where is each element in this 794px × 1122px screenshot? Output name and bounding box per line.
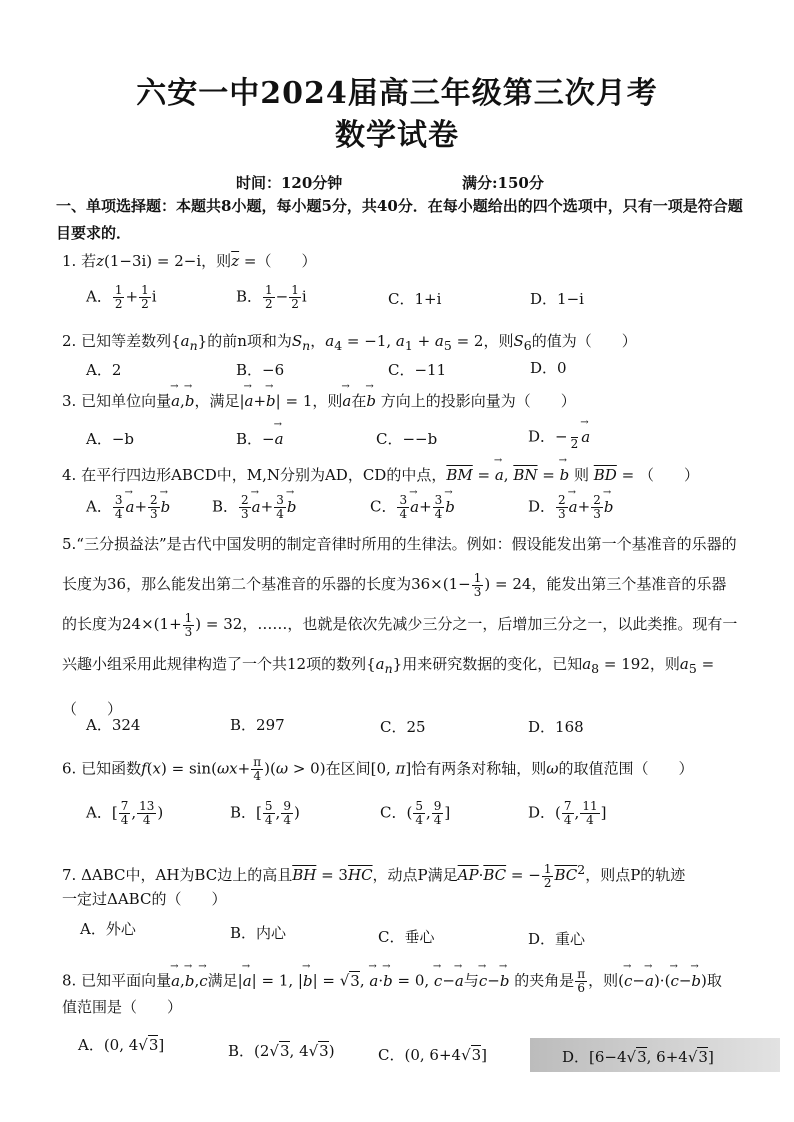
q7-option-d[interactable]: D．重心 [528,930,586,948]
exam-score: 满分:150分 [462,174,544,192]
question-4: 4. 在平行四边形ABCD中，M,N分别为AD，CD的中点，$\overline{BM}$ = → a, $\overline{BN}$ = → b 则 $\overline{BD}$ = （ ） [62,464,699,485]
exam-title: 六安一中2024届高三年级第三次月考 [136,76,658,111]
question-8: 8. 已知平面向量→ a,→ b,→ c满足|→ a| = 1, |→ b| = √3, → a·→ b = 0, → c−→ a与→ c−→ b 的夹角是 $\frac{\pi}{6}$ ，则(→ c−→ a)·(→ c−→ b)取 [62,968,722,995]
q1-option-a[interactable]: A． $\frac{1}{2}$ + $\frac{1}{2}$ i [86,283,157,311]
question-8-line2: 值范围是（ ） [62,998,183,1016]
q4-option-a[interactable]: A． $\frac{3}{4}$ → a+ $\frac{2}{3}$ → b [86,494,170,521]
q5-option-c[interactable]: C．25 [380,718,426,736]
q5-option-b[interactable]: B．297 [230,716,285,734]
q3-option-b[interactable]: B．−→ a [236,428,284,449]
q3-option-c[interactable]: C．−−b [376,430,438,448]
question-7: 7. ΔABC中，AH为BC边上的高且$\overline{BH} = 3\overline{HC}$，动点P满足$\overline{AP}\cdot\overline{BC}$ = − $\frac{1}{2}$ $\overline{BC}^2$，则点P的轨迹 [62,861,686,890]
q7-option-b[interactable]: B．内心 [230,924,287,942]
q1-option-d[interactable]: D．1−i [530,290,584,308]
q7-option-a[interactable]: A．外心 [80,920,136,938]
question-6: 6. 已知函数f(x) = sin(ωx+ $\frac{\pi}{4}$ )(ω > 0)在区间[0, π]恰有两条对称轴，则ω的取值范围（ ） [62,755,694,783]
q4-option-d[interactable]: D． $\frac{2}{3}$ → a+ $\frac{2}{3}$ → b [528,494,613,521]
q4-option-c[interactable]: C． $\frac{3}{4}$ → a+ $\frac{3}{4}$ → b [370,494,455,521]
q8-option-c[interactable]: C．(0, 6+4√3] [378,1046,488,1064]
question-2: 2. 已知等差数列$\{a_n\}$的前n项和为$S_n$，$a_4 = -1$, $a_1 + a_5 = 2$，则$S_6$的值为（ ） [62,332,637,353]
q2-option-d[interactable]: D．0 [530,359,567,377]
q6-option-d[interactable]: D．( $\frac{7}{4}$ , $\frac{11}{4}$ ] [528,799,607,827]
q5-option-d[interactable]: D．168 [528,718,584,736]
q8-option-b[interactable]: B．(2√3, 4√3) [228,1042,335,1060]
q1-option-c[interactable]: C．1+i [388,290,442,308]
q4-option-b[interactable]: B． $\frac{2}{3}$ → a+ $\frac{3}{4}$ → b [212,494,296,521]
exam-time: 时间：120分钟 [236,174,343,192]
question-1: 1. 若z(1−3i) = 2−i，则$\overline{z}$ =（ ） [62,252,317,270]
exam-subtitle: 数学试卷 [335,118,459,153]
q2-option-c[interactable]: C．−11 [388,361,447,379]
question-7-line2: 一定过ΔABC的（ ） [62,890,227,908]
q3-option-d[interactable]: D．− 2 → a [528,424,590,451]
question-3: 3. 已知单位向量→ a,→ b，满足|→ a+→ b| = 1，则→ a在→ b 方向上的投影向量为（ ） [62,390,576,411]
section-heading: 一、单项选择题：本题共8小题，每小题5分，共40分．在每小题给出的四个选项中，只有一项是符合题目要求的． [56,197,743,242]
q6-option-b[interactable]: B．[ $\frac{5}{4}$ , $\frac{9}{4}$ ) [230,799,300,827]
q6-option-a[interactable]: A．[ $\frac{7}{4}$ , $\frac{13}{4}$ ) [86,799,164,827]
q7-option-c[interactable]: C．垂心 [378,928,435,946]
q1-option-b[interactable]: B． $\frac{1}{2}$ − $\frac{1}{2}$ i [236,283,307,311]
q6-option-c[interactable]: C．( $\frac{5}{4}$ , $\frac{9}{4}$ ] [380,799,451,827]
q5-option-a[interactable]: A．324 [86,716,141,734]
q2-option-b[interactable]: B．−6 [236,361,285,379]
q8-option-d[interactable]: D．[6−4√3, 6+4√3] [562,1048,714,1066]
q8-option-a[interactable]: A．(0, 4√3] [78,1036,165,1054]
q2-option-a[interactable]: A．2 [86,361,122,379]
q3-option-a[interactable]: A．−b [86,430,135,448]
question-5: 5.“三分损益法”是古代中国发明的制定音律时所用的生律法。例如：假设能发出第一个基准音的乐器的长度为36，那么能发出第二个基准音的乐器的长度为36×(1− $\frac{1}{3}$ ) = 24，能发出第三个基准音的乐器的长度为24×(1+ $\frac{1}{3}$ ) = 32，……，也就是依次先减少三分之一，后增加三分之一，以此类推。现有一兴趣小组采用此规律构造了一个共12项的数列$\{a_n\}$用来研究数据的变化，已知$a_8 = 192$，则$a_5$ =（ ） [62,535,738,718]
